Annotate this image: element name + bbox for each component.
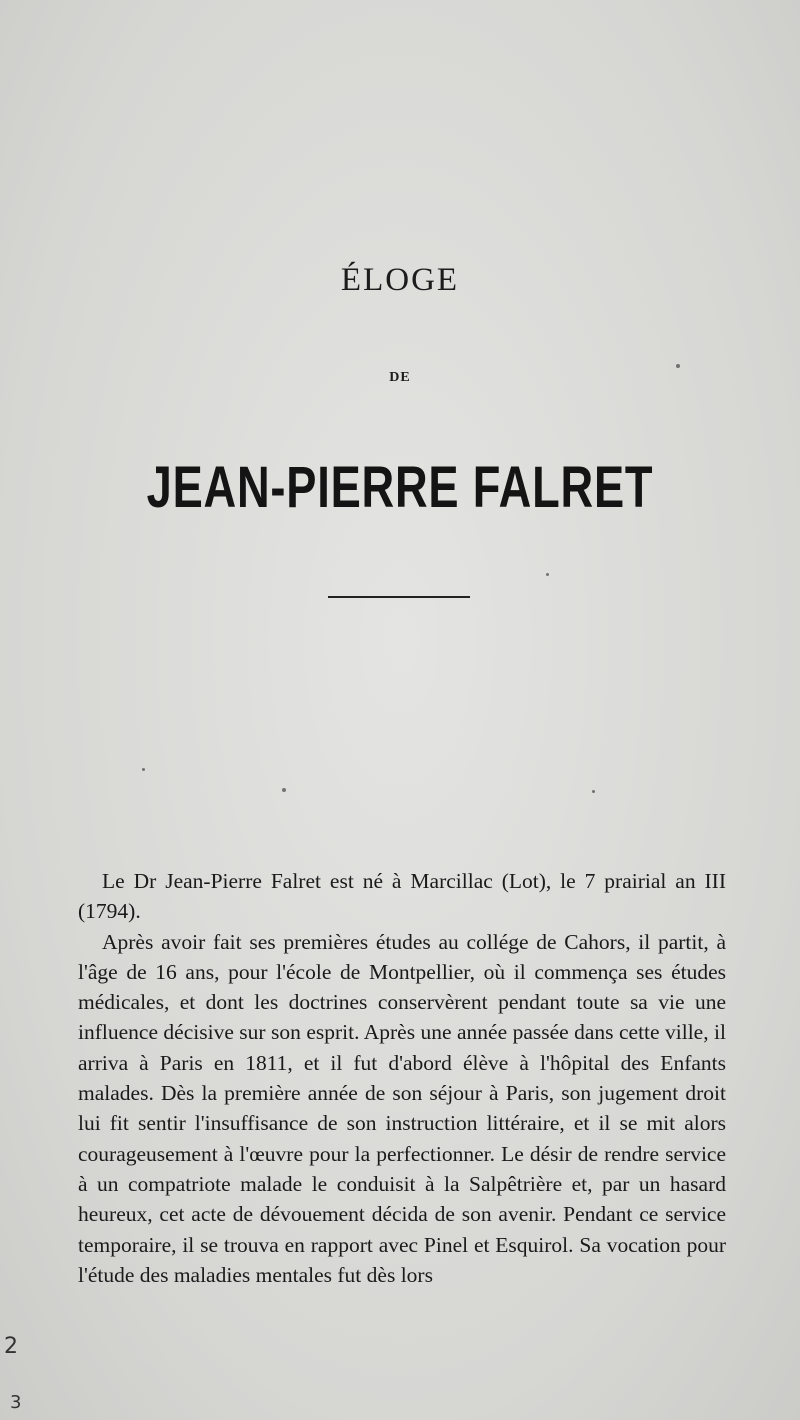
paragraph-1: Le Dr Jean-Pierre Falret est né à Marcillac (Lot), le 7 prairial an III (1794). <box>78 869 726 924</box>
paragraph-2: Après avoir fait ses premières études au collége de Cahors, il partit, à l'âge de 16 ans, pour l'école de Montpellier, où il commença ses études médicales, et dont les doctrines conservèrent pendant toute sa vie une influence décisive sur son esprit. Après une année passée dans cette ville, il arriva à Paris en 1811, et il fut d'abord élève à l'hôpital des Enfants malades. Dès la première année de son séjour à Paris, son jugement droit lui fit sentir l'insuffisance de son instruction littéraire, et il se mit alors courageusement à l'œuvre pour la perfectionner. Le désir de rendre service à un compatriote malade le conduisit à la Salpêtrière et, par un hasard heureux, cet acte de dévouement décida de son avenir. Pendant ce service temporaire, il se trouva en rapport avec Pinel et Esquirol. Sa vocation pour l'étude des maladies mentales fut dès lors <box>78 929 726 1287</box>
margin-mark: 2 <box>4 1334 18 1359</box>
ink-speck <box>546 573 549 576</box>
title-connector: DE <box>389 370 411 385</box>
ink-speck <box>676 364 680 368</box>
title-divider <box>328 596 470 598</box>
title-name: JEAN-PIERRE FALRET <box>146 455 654 520</box>
body-text <box>78 866 726 1290</box>
margin-mark: 3 <box>10 1392 22 1413</box>
ink-speck <box>592 790 595 793</box>
ink-speck <box>282 788 286 792</box>
title-eloge: ÉLOGE <box>340 262 460 298</box>
ink-speck <box>142 768 145 771</box>
